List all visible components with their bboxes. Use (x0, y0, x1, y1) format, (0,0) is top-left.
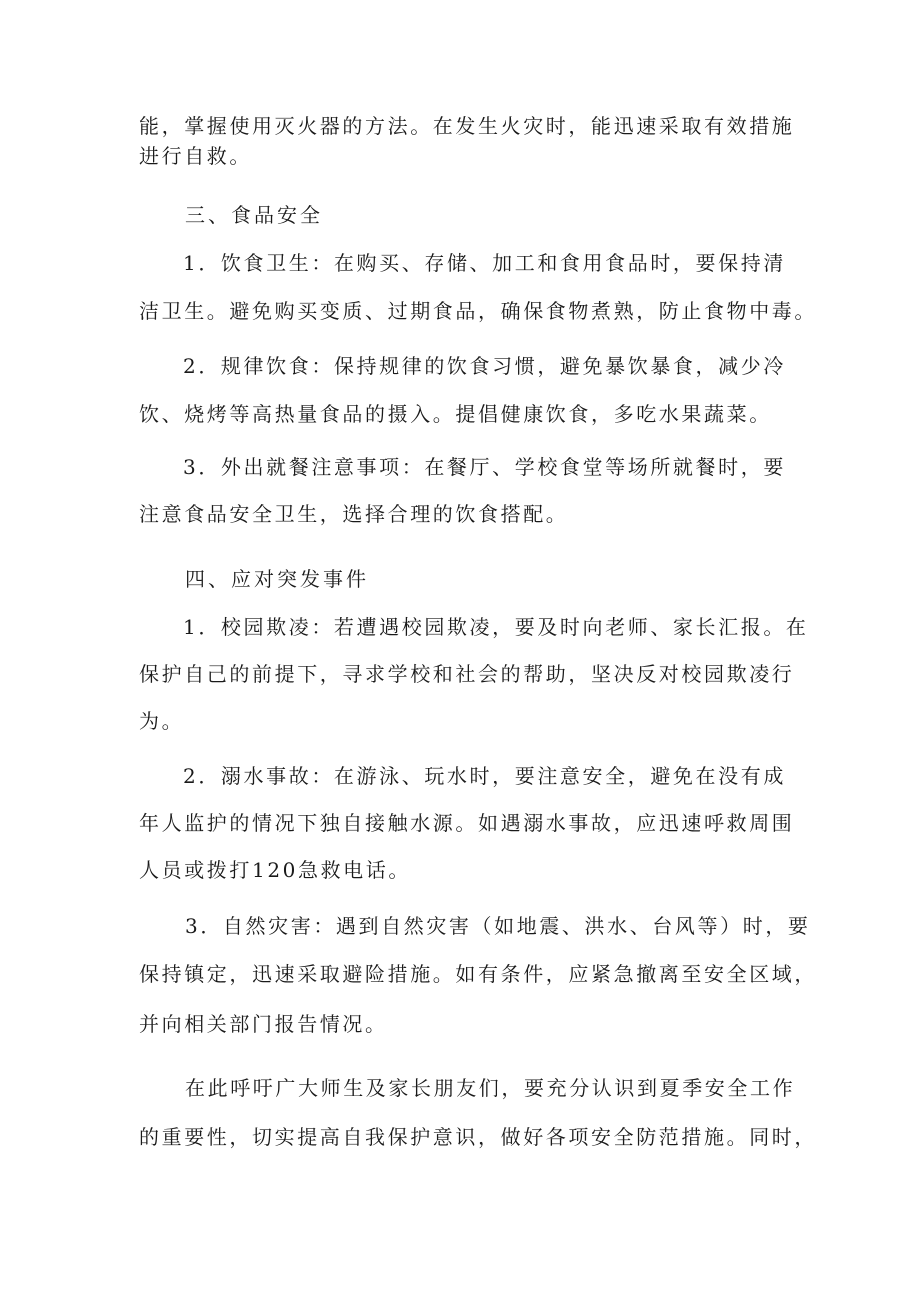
section-heading-food-safety: 三、食品安全 (185, 203, 323, 227)
text-line: 能，掌握使用灭火器的方法。在发生火灾时，能迅速采取有效措施 (139, 114, 795, 138)
text-line: 1．校园欺凌：若遭遇校园欺凌，要及时向老师、家长汇报。在 (183, 615, 809, 639)
text-line: 注意食品安全卫生，选择合理的饮食搭配。 (139, 502, 569, 526)
text-line: 3．自然灾害：遇到自然灾害（如地震、洪水、台风等）时，要 (185, 914, 811, 938)
text-line: 的重要性，切实提高自我保护意识，做好各项安全防范措施。同时， (139, 1125, 817, 1149)
text-line: 保持镇定，迅速采取避险措施。如有条件，应紧急撤离至安全区域， (139, 962, 817, 986)
text-line: 年人监护的情况下独自接触水源。如遇溺水事故，应迅速呼救周围 (139, 811, 795, 835)
text-line: 饮、烧烤等高热量食品的摄入。提倡健康饮食，多吃水果蔬菜。 (139, 402, 772, 426)
text-line: 人员或拨打120急救电话。 (139, 858, 411, 882)
text-line: 为。 (139, 709, 185, 733)
text-line: 并向相关部门报告情况。 (139, 1012, 388, 1036)
text-line: 在此呼吁广大师生及家长朋友们，要充分认识到夏季安全工作 (185, 1076, 796, 1100)
text-line: 2．溺水事故：在游泳、玩水时，要注意安全，避免在没有成 (183, 764, 786, 788)
text-line: 2．规律饮食：保持规律的饮食习惯，避免暴饮暴食，减少冷 (183, 354, 786, 378)
text-line: 3．外出就餐注意事项：在餐厅、学校食堂等场所就餐时，要 (183, 455, 786, 479)
section-heading-emergencies: 四、应对突发事件 (185, 567, 369, 591)
text-line: 洁卫生。避免购买变质、过期食品，确保食物煮熟，防止食物中毒。 (139, 299, 817, 323)
text-line: 进行自救。 (139, 144, 252, 168)
text-line: 保护自己的前提下，寻求学校和社会的帮助，坚决反对校园欺凌行 (139, 662, 795, 686)
text-line: 1．饮食卫生：在购买、存储、加工和食用食品时，要保持清 (183, 251, 786, 275)
